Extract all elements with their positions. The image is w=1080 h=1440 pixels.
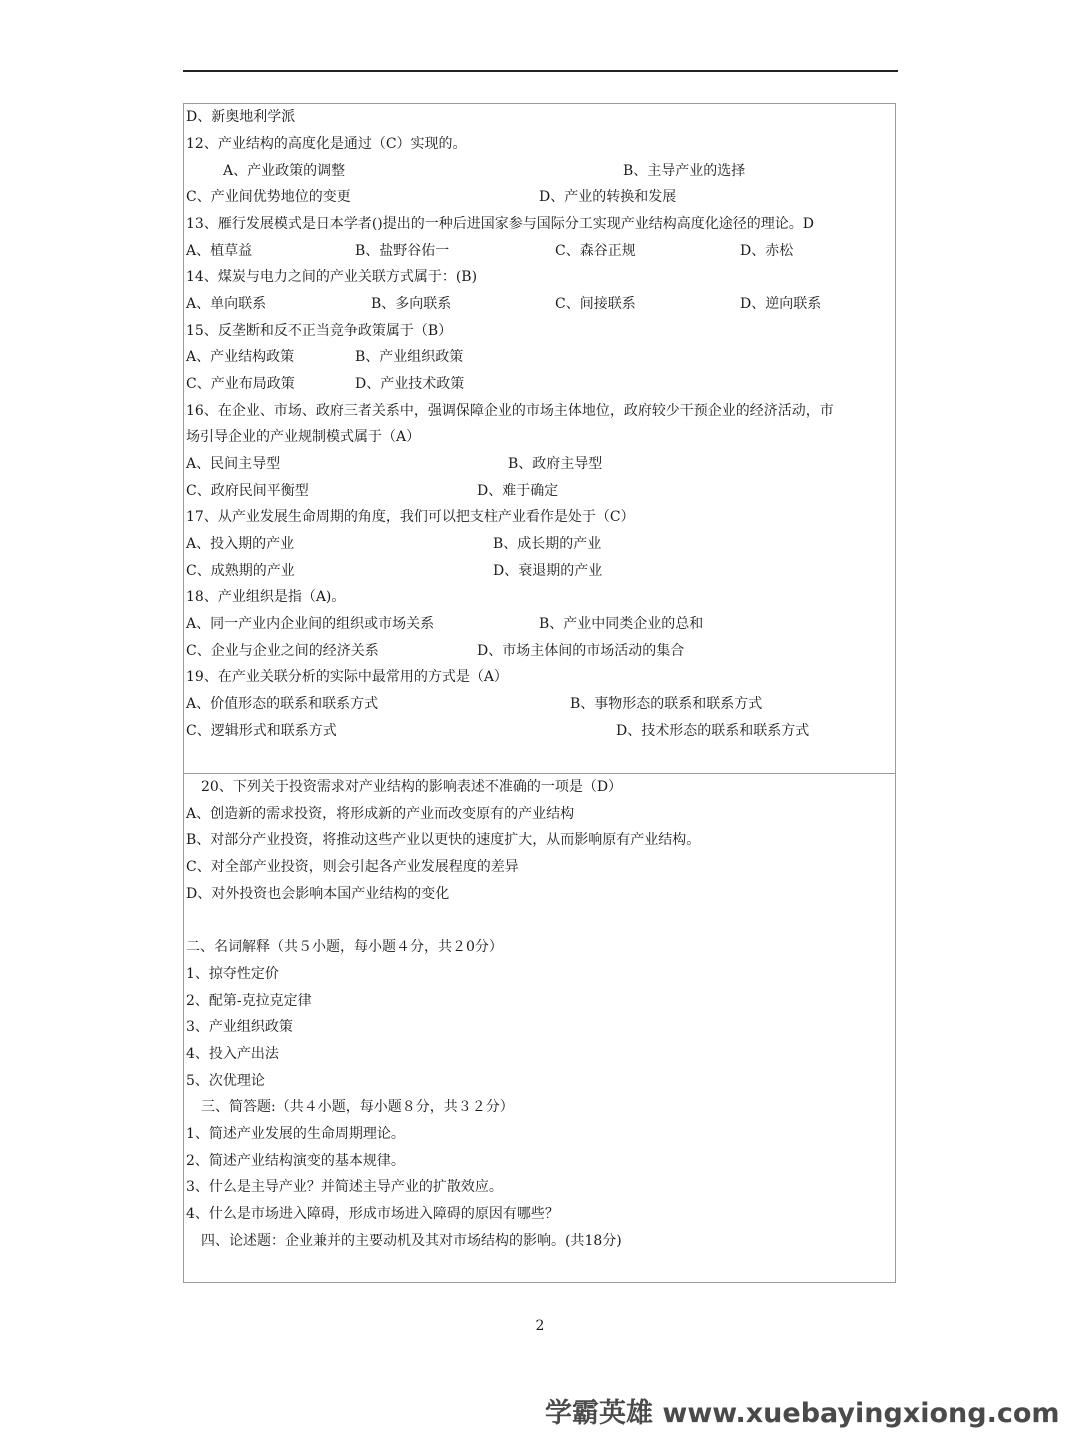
q12-stem: 12、产业结构的高度化是通过（C）实现的。	[186, 136, 467, 152]
q17-option-d: D、衰退期的产业	[493, 563, 603, 579]
q18-option-b: B、产业中同类企业的总和	[539, 616, 704, 632]
q14-option-b: B、多向联系	[371, 296, 452, 312]
q17-option-c: C、成熟期的产业	[186, 563, 295, 579]
q16-option-c: C、政府民间平衡型	[186, 483, 309, 499]
q20-option-a: A、创造新的需求投资，将形成新的产业而改变原有的产业结构	[186, 806, 575, 822]
q11-option-d: D、新奥地利学派	[186, 109, 296, 125]
q16-stem-line1: 16、在企业、市场、政府三者关系中，强调保障企业的市场主体地位，政府较少干预企业的经济活动，市	[186, 403, 834, 419]
q18-stem: 18、产业组织是指（A)。	[186, 589, 346, 605]
header-rule	[183, 70, 898, 72]
section2-item: 1、掠夺性定价	[186, 966, 279, 982]
q12-option-b: B、主导产业的选择	[623, 163, 746, 179]
q16-option-b: B、政府主导型	[508, 456, 603, 472]
q15-option-c: C、产业布局政策	[186, 376, 295, 392]
q13-stem: 13、雁行发展模式是日本学者()提出的一种后进国家参与国际分工实现产业结构高度化途径的理论。D	[186, 216, 814, 232]
q17-stem: 17、从产业发展生命周期的角度，我们可以把支柱产业看作是处于（C）	[186, 509, 635, 525]
q13-option-d: D、赤松	[740, 243, 794, 259]
q15-option-d: D、产业技术政策	[355, 376, 465, 392]
q19-option-a: A、价值形态的联系和联系方式	[186, 696, 379, 712]
section2-item: 3、产业组织政策	[186, 1019, 293, 1035]
q18-option-a: A、同一产业内企业间的组织或市场关系	[186, 616, 435, 632]
q16-stem-line2: 场引导企业的产业规制模式属于（A）	[186, 429, 421, 445]
q20-option-d: D、对外投资也会影响本国产业结构的变化	[186, 886, 450, 902]
watermark: 学霸英雄 www.xuebayingxiong.com	[545, 1398, 1060, 1429]
section3-item: 3、什么是主导产业？并简述主导产业的扩散效应。	[186, 1179, 503, 1195]
q12-option-d: D、产业的转换和发展	[539, 189, 677, 205]
q18-option-d: D、市场主体间的市场活动的集合	[477, 643, 685, 659]
q20-stem: 20、下列关于投资需求对产业结构的影响表述不准确的一项是（D）	[201, 779, 623, 795]
q20-option-b: B、对部分产业投资，将推动这些产业以更快的速度扩大，从而影响原有产业结构。	[186, 832, 701, 848]
section4-title: 四、论述题：企业兼并的主要动机及其对市场结构的影响。(共18分)	[201, 1233, 622, 1249]
section2-title: 二、名词解释（共５小题，每小题４分，共２0分）	[186, 939, 503, 955]
q17-option-a: A、投入期的产业	[186, 536, 295, 552]
section3-title: 三、简答题:（共４小题，每小题８分，共３２分）	[201, 1099, 514, 1115]
section2-item: 2、配第-克拉克定律	[186, 993, 312, 1009]
q18-option-c: C、企业与企业之间的经济关系	[186, 643, 379, 659]
q16-option-d: D、难于确定	[477, 483, 559, 499]
section3-item: 2、简述产业结构演变的基本规律。	[186, 1153, 405, 1169]
q14-option-c: C、间接联系	[555, 296, 636, 312]
q15-option-b: B、产业组织政策	[355, 349, 464, 365]
q19-stem: 19、在产业关联分析的实际中最常用的方式是（A）	[186, 669, 508, 685]
section3-item: 1、简述产业发展的生命周期理论。	[186, 1126, 405, 1142]
section3-item: 4、什么是市场进入障碍，形成市场进入障碍的原因有哪些？	[186, 1206, 559, 1222]
q12-option-a: A、产业政策的调整	[223, 163, 346, 179]
q14-option-d: D、逆向联系	[740, 296, 822, 312]
q19-option-c: C、逻辑形式和联系方式	[186, 723, 337, 739]
q20-option-c: C、对全部产业投资，则会引起各产业发展程度的差异	[186, 859, 519, 875]
q12-option-c: C、产业间优势地位的变更	[186, 189, 351, 205]
q15-stem: 15、反垄断和反不正当竞争政策属于（B）	[186, 323, 453, 339]
q15-option-a: A、产业结构政策	[186, 349, 295, 365]
q16-option-a: A、民间主导型	[186, 456, 281, 472]
page-number: 2	[535, 1318, 545, 1334]
q19-option-b: B、事物形态的联系和联系方式	[570, 696, 763, 712]
q14-option-a: A、单向联系	[186, 296, 267, 312]
q13-option-c: C、森谷正规	[555, 243, 636, 259]
q13-option-a: A、植草益	[186, 243, 253, 259]
section2-item: 5、次优理论	[186, 1073, 265, 1089]
q13-option-b: B、盐野谷佑一	[355, 243, 450, 259]
section2-item: 4、投入产出法	[186, 1046, 279, 1062]
q14-stem: 14、煤炭与电力之间的产业关联方式属于：(B)	[186, 269, 478, 285]
q19-option-d: D、技术形态的联系和联系方式	[616, 723, 810, 739]
q17-option-b: B、成长期的产业	[493, 536, 602, 552]
